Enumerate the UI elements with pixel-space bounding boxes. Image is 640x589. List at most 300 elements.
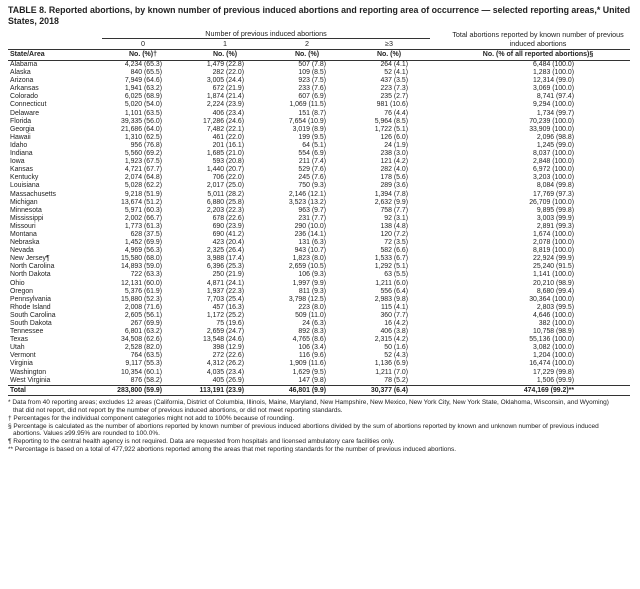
count-cell: 9,218 (51.9): [124, 190, 162, 198]
table-row: [8, 223, 630, 231]
count-cell: 607 (6.9): [298, 93, 326, 101]
count-cell: 5,560 (69.2): [124, 150, 162, 158]
count-cell: 116 (9.6): [298, 352, 326, 360]
table-row: [8, 296, 630, 304]
table-row: [8, 207, 630, 215]
count-cell: 50 (1.6): [384, 344, 409, 352]
count-cell: 92 (3.1): [384, 214, 409, 222]
count-cell: 10,354 (60.1): [121, 368, 162, 376]
total-cell: 8,819 (100.0): [533, 247, 575, 255]
count-cell: 76 (4.4): [384, 109, 409, 117]
count-cell: 272 (22.6): [212, 352, 244, 360]
total-cell: 6,972 (100.0): [533, 166, 575, 174]
count-cell: 1,937 (22.3): [206, 287, 244, 295]
total-cell: 1,245 (99.0): [536, 141, 575, 149]
count-cell: 1,823 (8.0): [292, 255, 326, 263]
table-row: [8, 336, 630, 344]
count-cell: 406 (23.4): [212, 109, 244, 117]
table-row: [8, 166, 630, 174]
state-cell: Alabama: [10, 61, 38, 68]
count-cell: 34,508 (62.6): [121, 336, 162, 344]
state-cell: Iowa: [10, 158, 25, 166]
count-cell: 78 (5.2): [384, 376, 409, 384]
table-row: [8, 158, 630, 166]
count-cell: 290 (10.0): [294, 222, 326, 230]
count-cell: 507 (7.8): [298, 61, 326, 68]
state-cell: Kentucky: [10, 174, 39, 182]
count-cell: 405 (26.9): [212, 376, 244, 384]
count-cell: 5,011 (28.2): [207, 190, 244, 198]
count-cell: 1,292 (5.1): [374, 263, 409, 271]
count-cell: 1,533 (6.7): [374, 255, 409, 263]
table-row: [8, 377, 630, 386]
table-row: [8, 191, 630, 199]
table-row: [8, 150, 630, 158]
count-cell: 15,580 (68.0): [121, 255, 162, 263]
total-cell: 10,758 (98.9): [533, 328, 575, 336]
total-cell: 8,037 (100.0): [533, 150, 575, 158]
table-row: [8, 69, 630, 77]
table-row: [8, 255, 630, 263]
total-cell: 474,169 (99.2)**: [446, 385, 630, 396]
count-cell: 267 (69.9): [130, 320, 162, 327]
total-cell: 382 (100.0): [538, 320, 575, 327]
count-cell: 1,069 (11.5): [289, 101, 326, 109]
table-row: [8, 199, 630, 207]
state-cell: Colorado: [10, 93, 38, 101]
state-cell: Tennessee: [10, 328, 44, 336]
count-cell: 109 (8.5): [298, 69, 326, 77]
table-row: [8, 77, 630, 85]
table-row: [8, 352, 630, 360]
total-cell: 55,136 (100.0): [529, 336, 575, 344]
state-cell: Rhode Island: [10, 303, 51, 311]
total-cell: 4,646 (100.0): [533, 311, 575, 319]
count-cell: 2,224 (23.9): [206, 101, 244, 109]
state-cell: Massachusetts: [10, 190, 56, 198]
total-cell: 1,204 (100.0): [533, 352, 575, 360]
count-cell: 236 (14.1): [294, 230, 326, 238]
count-cell: 30,377 (6.4): [348, 385, 430, 396]
state-cell: Alaska: [10, 69, 31, 77]
count-cell: 5,376 (61.9): [124, 287, 162, 295]
count-cell: 943 (10.7): [294, 247, 326, 255]
footnotes: [8, 399, 620, 454]
total-cell: 1,283 (100.0): [533, 69, 575, 77]
count-cell: 2,203 (22.3): [206, 206, 244, 214]
state-cell: South Carolina: [10, 311, 56, 319]
total-cell: 30,364 (100.0): [529, 295, 575, 303]
count-cell: 2,528 (82.0): [124, 344, 162, 352]
count-cell: 6,801 (63.2): [124, 328, 162, 336]
count-cell: 3,988 (17.4): [206, 255, 244, 263]
count-cell: 120 (7.2): [380, 230, 409, 238]
count-cell: 4,969 (56.3): [124, 247, 162, 255]
count-cell: 6,396 (25.3): [206, 263, 244, 271]
total-cell: 8,084 (99.8): [536, 182, 575, 190]
count-cell: 2,017 (25.0): [206, 182, 244, 190]
count-cell: 52 (4.1): [384, 69, 409, 77]
count-cell: 7,482 (22.1): [206, 125, 244, 133]
count-cell: 423 (20.4): [212, 239, 244, 247]
count-cell: 211 (7.4): [298, 158, 326, 166]
count-cell: 461 (22.0): [212, 133, 244, 141]
table-row: [8, 118, 630, 126]
state-cell: Hawaii: [10, 133, 31, 141]
count-cell: 64 (5.1): [302, 141, 326, 149]
state-cell: Idaho: [10, 141, 28, 149]
total-cell: 17,229 (99.8): [533, 368, 575, 376]
count-cell: 264 (4.1): [380, 61, 409, 68]
count-cell: 21,686 (64.0): [121, 125, 162, 133]
count-cell: 235 (2.7): [380, 93, 409, 101]
total-cell: 3,003 (99.9): [536, 214, 575, 222]
count-cell: 1,909 (11.6): [289, 360, 326, 368]
abortions-table: [8, 29, 630, 396]
count-cell: 2,008 (71.6): [124, 303, 162, 311]
count-cell: 3,798 (12.5): [288, 295, 326, 303]
table-row: [8, 288, 630, 296]
total-cell: 8,741 (97.4): [536, 93, 575, 101]
table-row: [8, 271, 630, 279]
count-cell: 4,035 (23.4): [206, 368, 244, 376]
table-row: [8, 85, 630, 93]
count-cell: 2,632 (9.9): [374, 198, 409, 206]
state-cell: Nevada: [10, 247, 34, 255]
count-cell: 131 (6.3): [298, 239, 326, 247]
count-cell: 223 (8.0): [298, 303, 326, 311]
table-row: [8, 174, 630, 182]
table-row: [8, 134, 630, 142]
total-cell: 3,069 (100.0): [533, 85, 575, 93]
total-cell: 26,709 (100.0): [529, 198, 575, 206]
header-col-1: 1: [223, 39, 227, 48]
count-cell: 72 (3.5): [384, 239, 409, 247]
count-cell: 1,440 (20.7): [206, 166, 244, 174]
state-cell: Nebraska: [10, 239, 40, 247]
total-cell: 20,210 (98.9): [533, 279, 575, 287]
footnote: † Percentages for the individual component categories might not add to 100% because of rounding.: [8, 414, 295, 422]
count-cell: 1,874 (21.4): [206, 93, 244, 101]
count-cell: 75 (19.6): [216, 320, 244, 327]
count-cell: 628 (37.5): [130, 230, 162, 238]
state-cell: South Dakota: [10, 320, 52, 327]
count-cell: 2,659 (24.7): [206, 328, 244, 336]
count-cell: 758 (7.7): [380, 206, 409, 214]
count-cell: 121 (4.2): [380, 158, 409, 166]
total-cell: 3,203 (100.0): [533, 174, 575, 182]
count-cell: 1,685 (21.0): [206, 150, 244, 158]
count-cell: 14,893 (59.0): [121, 263, 162, 271]
count-cell: 764 (63.5): [130, 352, 162, 360]
count-cell: 2,659 (10.5): [288, 263, 326, 271]
total-cell: 1,734 (99.7): [536, 109, 575, 117]
state-cell: North Dakota: [10, 271, 51, 279]
count-cell: 1,394 (7.8): [374, 190, 409, 198]
header-state: State/Area: [8, 50, 102, 61]
count-cell: 151 (8.7): [298, 109, 326, 117]
count-cell: 509 (11.0): [295, 311, 326, 319]
count-cell: 678 (22.6): [212, 214, 244, 222]
count-cell: 3,019 (8.9): [292, 125, 326, 133]
count-cell: 1,722 (5.1): [374, 125, 409, 133]
state-cell: Total: [8, 385, 102, 396]
count-cell: 398 (12.9): [212, 344, 244, 352]
table-row: [8, 215, 630, 223]
total-cell: 8,680 (99.4): [536, 287, 575, 295]
state-cell: Utah: [10, 344, 25, 352]
state-cell: New Jersey¶: [10, 255, 50, 263]
count-cell: 245 (7.6): [298, 174, 326, 182]
count-cell: 201 (16.1): [212, 141, 244, 149]
state-cell: Vermont: [10, 352, 36, 360]
count-cell: 289 (3.6): [380, 182, 409, 190]
count-cell: 5,028 (62.2): [124, 182, 162, 190]
state-cell: Mississippi: [10, 214, 44, 222]
count-cell: 2,315 (4.2): [374, 336, 409, 344]
table-row: [8, 369, 630, 377]
count-cell: 52 (4.3): [384, 352, 409, 360]
state-cell: Pennsylvania: [10, 295, 51, 303]
table-row: [8, 93, 630, 101]
count-cell: 1,479 (22.8): [206, 61, 244, 68]
state-cell: Montana: [10, 230, 37, 238]
total-cell: 3,082 (100.0): [533, 344, 575, 352]
state-cell: Texas: [10, 336, 28, 344]
count-cell: 63 (5.5): [384, 271, 409, 279]
count-cell: 1,997 (9.9): [292, 279, 326, 287]
count-cell: 12,131 (60.0): [121, 279, 162, 287]
count-cell: 39,335 (56.0): [121, 117, 162, 125]
total-cell: 16,474 (100.0): [529, 360, 575, 368]
state-cell: North Carolina: [10, 263, 55, 271]
footnote: § Percentage is calculated as the number of abortions reported by known number of previous induced abortions divided by the sum of abortions reported by known and unknown number of previous induced abortions. Values ≥99.95% are rounded to 100.0%.: [8, 422, 599, 438]
header-group-label: Number of previous induced abortions: [102, 29, 430, 39]
table-row: [8, 126, 630, 134]
count-cell: 24 (6.3): [302, 320, 326, 327]
count-cell: 1,923 (67.5): [124, 158, 162, 166]
count-cell: 126 (6.0): [380, 133, 409, 141]
count-cell: 1,101 (63.5): [124, 109, 162, 117]
table-row: [8, 304, 630, 312]
header-no-pct-3: No. (%): [348, 50, 430, 61]
count-cell: 722 (63.3): [130, 271, 162, 279]
header-total-sub: No. (% of all reported abortions)§: [446, 50, 630, 61]
total-cell: 17,769 (97.3): [533, 190, 575, 198]
count-cell: 406 (3.8): [380, 328, 409, 336]
count-cell: 283,800 (59.9): [102, 385, 184, 396]
count-cell: 1,941 (63.2): [124, 85, 162, 93]
count-cell: 690 (23.9): [212, 222, 244, 230]
total-cell: 9,294 (100.0): [533, 101, 575, 109]
count-cell: 15,880 (52.3): [121, 295, 162, 303]
count-cell: 593 (20.8): [212, 158, 244, 166]
footnote: * Data from 40 reporting areas; excludes 12 areas (California, District of Columbia, Illinois, Maine, Maryland, New Hampshire, New Mexico, New York City, New York State, Oklahoma, Wisconsin, and Wyoming) that did not report, did not report by the number of previous induced abortions, or did not meet reporting standards.: [8, 399, 609, 415]
count-cell: 250 (21.9): [212, 271, 244, 279]
count-cell: 706 (22.0): [212, 174, 244, 182]
state-cell: Arizona: [10, 77, 34, 85]
total-cell: 12,314 (99.0): [533, 77, 575, 85]
table-row: [8, 239, 630, 247]
total-cell: 1,506 (99.9): [536, 376, 575, 384]
count-cell: 1,172 (25.2): [206, 311, 244, 319]
state-cell: Michigan: [10, 198, 38, 206]
table-row: [8, 110, 630, 118]
count-cell: 1,773 (61.3): [124, 222, 162, 230]
count-cell: 529 (7.6): [298, 166, 326, 174]
header-col-3: ≥3: [385, 39, 393, 48]
table-row: [8, 247, 630, 255]
count-cell: 1,136 (6.9): [374, 360, 409, 368]
footnote: ¶ Reporting to the central health agency is not required. Data are requested from hospitals and licensed ambulatory care facilities only.: [8, 438, 395, 446]
count-cell: 24 (1.9): [384, 141, 409, 149]
table-title: TABLE 8. Reported abortions, by known number of previous induced abortions and reporting area of occurrence — selected reporting areas,* United States, 2018: [8, 5, 631, 26]
count-cell: 981 (10.6): [376, 101, 409, 109]
count-cell: 2,002 (66.7): [124, 214, 162, 222]
count-cell: 4,234 (65.3): [124, 61, 162, 68]
count-cell: 113,191 (23.9): [184, 385, 266, 396]
total-cell: 70,239 (100.0): [529, 117, 575, 125]
count-cell: 147 (9.8): [298, 376, 326, 384]
count-cell: 923 (7.5): [298, 77, 326, 85]
state-cell: West Virginia: [10, 376, 51, 384]
table-row: [8, 280, 630, 288]
state-cell: Washington: [10, 368, 47, 376]
total-cell: 9,895 (99.8): [536, 206, 575, 214]
count-cell: 238 (3.0): [380, 150, 409, 158]
count-cell: 5,020 (54.0): [124, 101, 162, 109]
count-cell: 9,117 (55.3): [125, 360, 162, 368]
count-cell: 3,523 (13.2): [288, 198, 326, 206]
total-cell: 22,924 (99.9): [533, 255, 575, 263]
count-cell: 811 (9.3): [298, 287, 326, 295]
table-row: [8, 320, 630, 328]
count-cell: 1,452 (69.9): [124, 239, 162, 247]
count-cell: 4,312 (26.2): [206, 360, 244, 368]
count-cell: 282 (4.0): [380, 166, 409, 174]
count-cell: 554 (6.9): [298, 150, 326, 158]
header-col-2: 2: [305, 39, 309, 48]
state-cell: Ohio: [10, 279, 25, 287]
total-cell: 1,141 (100.0): [533, 271, 575, 279]
count-cell: 1,310 (62.5): [124, 133, 162, 141]
count-cell: 4,721 (67.7): [124, 166, 162, 174]
state-cell: Minnesota: [10, 206, 42, 214]
total-cell: 2,096 (98.8): [536, 133, 575, 141]
count-cell: 360 (7.7): [380, 311, 409, 319]
count-cell: 582 (6.6): [380, 247, 409, 255]
count-cell: 223 (7.3): [380, 85, 409, 93]
count-cell: 115 (4.1): [380, 303, 409, 311]
count-cell: 13,674 (51.2): [121, 198, 162, 206]
count-cell: 178 (5.6): [380, 174, 409, 182]
count-cell: 46,801 (9.9): [266, 385, 348, 396]
count-cell: 3,005 (24.4): [206, 77, 244, 85]
table-row: [8, 263, 630, 271]
total-cell: 6,484 (100.0): [533, 61, 575, 68]
total-cell: 33,909 (100.0): [529, 125, 575, 133]
table-row: [8, 312, 630, 320]
state-cell: Delaware: [10, 109, 40, 117]
count-cell: 840 (65.5): [130, 69, 162, 77]
header-no-pct-1: No. (%): [184, 50, 266, 61]
total-cell: 1,674 (100.0): [533, 230, 575, 238]
header-no-pct-2: No. (%): [266, 50, 348, 61]
count-cell: 556 (6.4): [380, 287, 409, 295]
count-cell: 233 (7.6): [298, 85, 326, 93]
count-cell: 138 (4.8): [380, 222, 409, 230]
header-col-0: 0: [141, 39, 145, 48]
count-cell: 2,605 (56.1): [124, 311, 162, 319]
state-cell: Virginia: [10, 360, 33, 368]
count-cell: 282 (22.0): [212, 69, 244, 77]
count-cell: 106 (9.3): [298, 271, 326, 279]
count-cell: 750 (9.3): [298, 182, 326, 190]
table-row: [8, 142, 630, 150]
total-cell: 2,078 (100.0): [533, 239, 575, 247]
count-cell: 7,654 (10.9): [288, 117, 326, 125]
total-cell: 2,803 (99.5): [536, 303, 575, 311]
table-body: [8, 61, 630, 396]
total-cell: 2,891 (99.3): [536, 222, 575, 230]
count-cell: 7,949 (64.6): [124, 77, 162, 85]
count-cell: 1,211 (7.0): [375, 368, 409, 376]
count-cell: 13,548 (24.6): [203, 336, 244, 344]
table-row: [8, 61, 630, 70]
state-cell: Indiana: [10, 150, 33, 158]
count-cell: 4,871 (24.1): [206, 279, 244, 287]
count-cell: 2,983 (9.8): [374, 295, 409, 303]
state-cell: Georgia: [10, 125, 35, 133]
state-cell: Missouri: [10, 222, 36, 230]
count-cell: 690 (41.2): [212, 230, 244, 238]
state-cell: Louisiana: [10, 182, 40, 190]
count-cell: 1,211 (6.0): [375, 279, 409, 287]
table-row: [8, 101, 630, 109]
count-cell: 7,703 (25.4): [206, 295, 244, 303]
count-cell: 1,629 (9.5): [292, 368, 326, 376]
count-cell: 876 (58.2): [130, 376, 162, 384]
count-cell: 956 (76.8): [130, 141, 162, 149]
count-cell: 672 (21.9): [212, 85, 244, 93]
footnote: ** Percentage is based on a total of 477,922 abortions reported among the areas that met reporting standards for the number of previous induced abortions.: [8, 446, 457, 454]
table-row: [8, 328, 630, 336]
count-cell: 2,325 (26.4): [206, 247, 244, 255]
count-cell: 17,286 (24.6): [203, 117, 244, 125]
state-cell: Arkansas: [10, 85, 39, 93]
count-cell: 6,880 (25.8): [206, 198, 244, 206]
table-row: [8, 231, 630, 239]
count-cell: 457 (16.3): [212, 303, 244, 311]
total-cell: 25,240 (91.5): [533, 263, 575, 271]
total-row: [8, 385, 630, 396]
header-no-pct-0: No. (%)†: [102, 50, 184, 61]
table-row: [8, 344, 630, 352]
state-cell: Connecticut: [10, 101, 47, 109]
table-row: [8, 182, 630, 190]
header-spacer: [8, 29, 102, 39]
count-cell: 4,765 (8.6): [292, 336, 326, 344]
count-cell: 437 (3.5): [380, 77, 409, 85]
total-cell: 2,848 (100.0): [533, 158, 575, 166]
state-cell: Kansas: [10, 166, 33, 174]
count-cell: 6,025 (68.9): [124, 93, 162, 101]
count-cell: 231 (7.7): [298, 214, 326, 222]
count-cell: 16 (4.2): [384, 320, 409, 327]
count-cell: 2,146 (12.1): [288, 190, 326, 198]
count-cell: 5,971 (60.3): [124, 206, 162, 214]
count-cell: 892 (8.3): [298, 328, 326, 336]
